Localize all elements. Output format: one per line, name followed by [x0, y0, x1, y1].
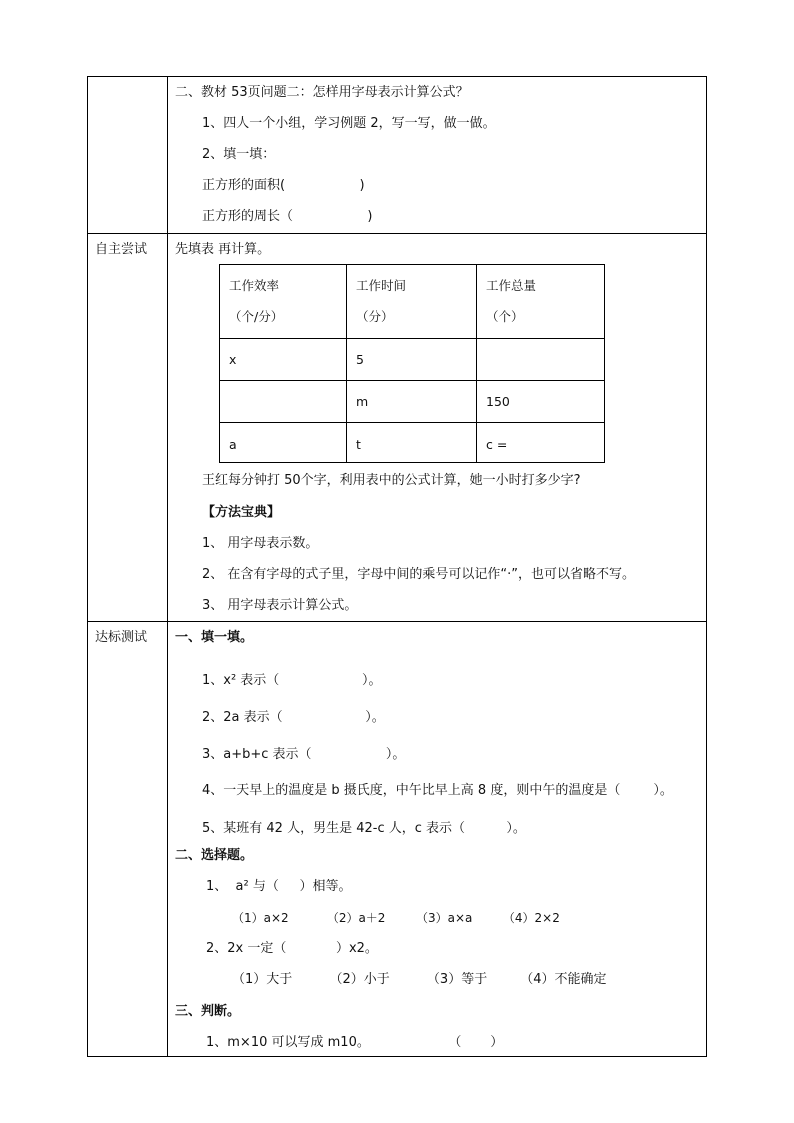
- header-time-unit: （分）: [356, 309, 394, 324]
- row-divider-2: [87, 621, 707, 622]
- table-cell: a: [229, 437, 237, 452]
- table-cell: c =: [486, 437, 508, 452]
- choice1-question: 1、 a² 与（ ）相等。: [206, 879, 352, 894]
- header-efficiency: 工作效率: [229, 278, 280, 293]
- fill-item: 1、x² 表示（ ）。: [202, 673, 382, 688]
- self-try-intro: 先填表 再计算。: [175, 242, 271, 257]
- table-row-divider: [219, 380, 605, 381]
- fill-item: 5、某班有 42 人，男生是 42-c 人，c 表示（ ）。: [202, 821, 526, 836]
- row-divider-1: [87, 233, 707, 234]
- fill-item: 3、a+b+c 表示（ ）。: [202, 747, 406, 762]
- choice2-options: （1）大于 （2）小于 （3）等于 （4）不能确定: [232, 972, 607, 987]
- part3-title: 三、判断。: [175, 1004, 241, 1019]
- section1-step2: 2、填一填：: [202, 147, 276, 162]
- square-perimeter-blank: 正方形的周长（ ): [202, 209, 373, 224]
- table-cell: 5: [356, 352, 364, 367]
- typing-question: 王红每分钟打 50个字，利用表中的公式计算，她一小时打多少字?: [202, 473, 581, 488]
- choice1-options: （1）a×2 （2）a＋2 （3）a×a （4）2×2: [232, 911, 560, 925]
- square-area-blank: 正方形的面积( ): [202, 178, 365, 193]
- section1-heading: 二、教材 53页问题二：怎样用字母表示计算公式？: [175, 85, 469, 100]
- table-cell: t: [356, 437, 361, 452]
- header-time: 工作时间: [356, 278, 407, 293]
- table-cell: m: [356, 394, 369, 409]
- method-title: 【方法宝典】: [202, 505, 281, 520]
- self-try-label: 自主尝试: [95, 242, 148, 257]
- section1-step1: 1、四人一个小组，学习例题 2，写一写，做一做。: [202, 116, 496, 131]
- fill-item: 4、一天早上的温度是 b 摄氏度，中午比早上高 8 度，则中午的温度是（ ）。: [202, 783, 673, 798]
- test-label: 达标测试: [95, 630, 148, 645]
- method-item: 3、 用字母表示计算公式。: [202, 598, 358, 613]
- table-row-divider: [219, 422, 605, 423]
- choice2-question: 2、2x 一定（ ）x2。: [206, 941, 378, 956]
- method-item: 1、 用字母表示数。: [202, 536, 319, 551]
- table-cell: 150: [486, 394, 510, 409]
- table-col-divider: [346, 264, 347, 463]
- table-col-divider: [476, 264, 477, 463]
- method-item: 2、 在含有字母的式子里，字母中间的乘号可以记作“·”，也可以省略不写。: [202, 567, 636, 582]
- part1-title: 一、填一填。: [175, 630, 254, 645]
- fill-item: 2、2a 表示（ ）。: [202, 710, 385, 725]
- header-efficiency-unit: （个/分）: [229, 309, 284, 324]
- part2-title: 二、选择题。: [175, 848, 254, 863]
- header-total-unit: （个）: [486, 309, 524, 324]
- header-total: 工作总量: [486, 278, 537, 293]
- column-divider: [167, 76, 168, 1057]
- table-row-divider: [219, 338, 605, 339]
- judge-item: 1、m×10 可以写成 m10。 （ ）: [206, 1035, 504, 1050]
- table-cell: x: [229, 352, 237, 367]
